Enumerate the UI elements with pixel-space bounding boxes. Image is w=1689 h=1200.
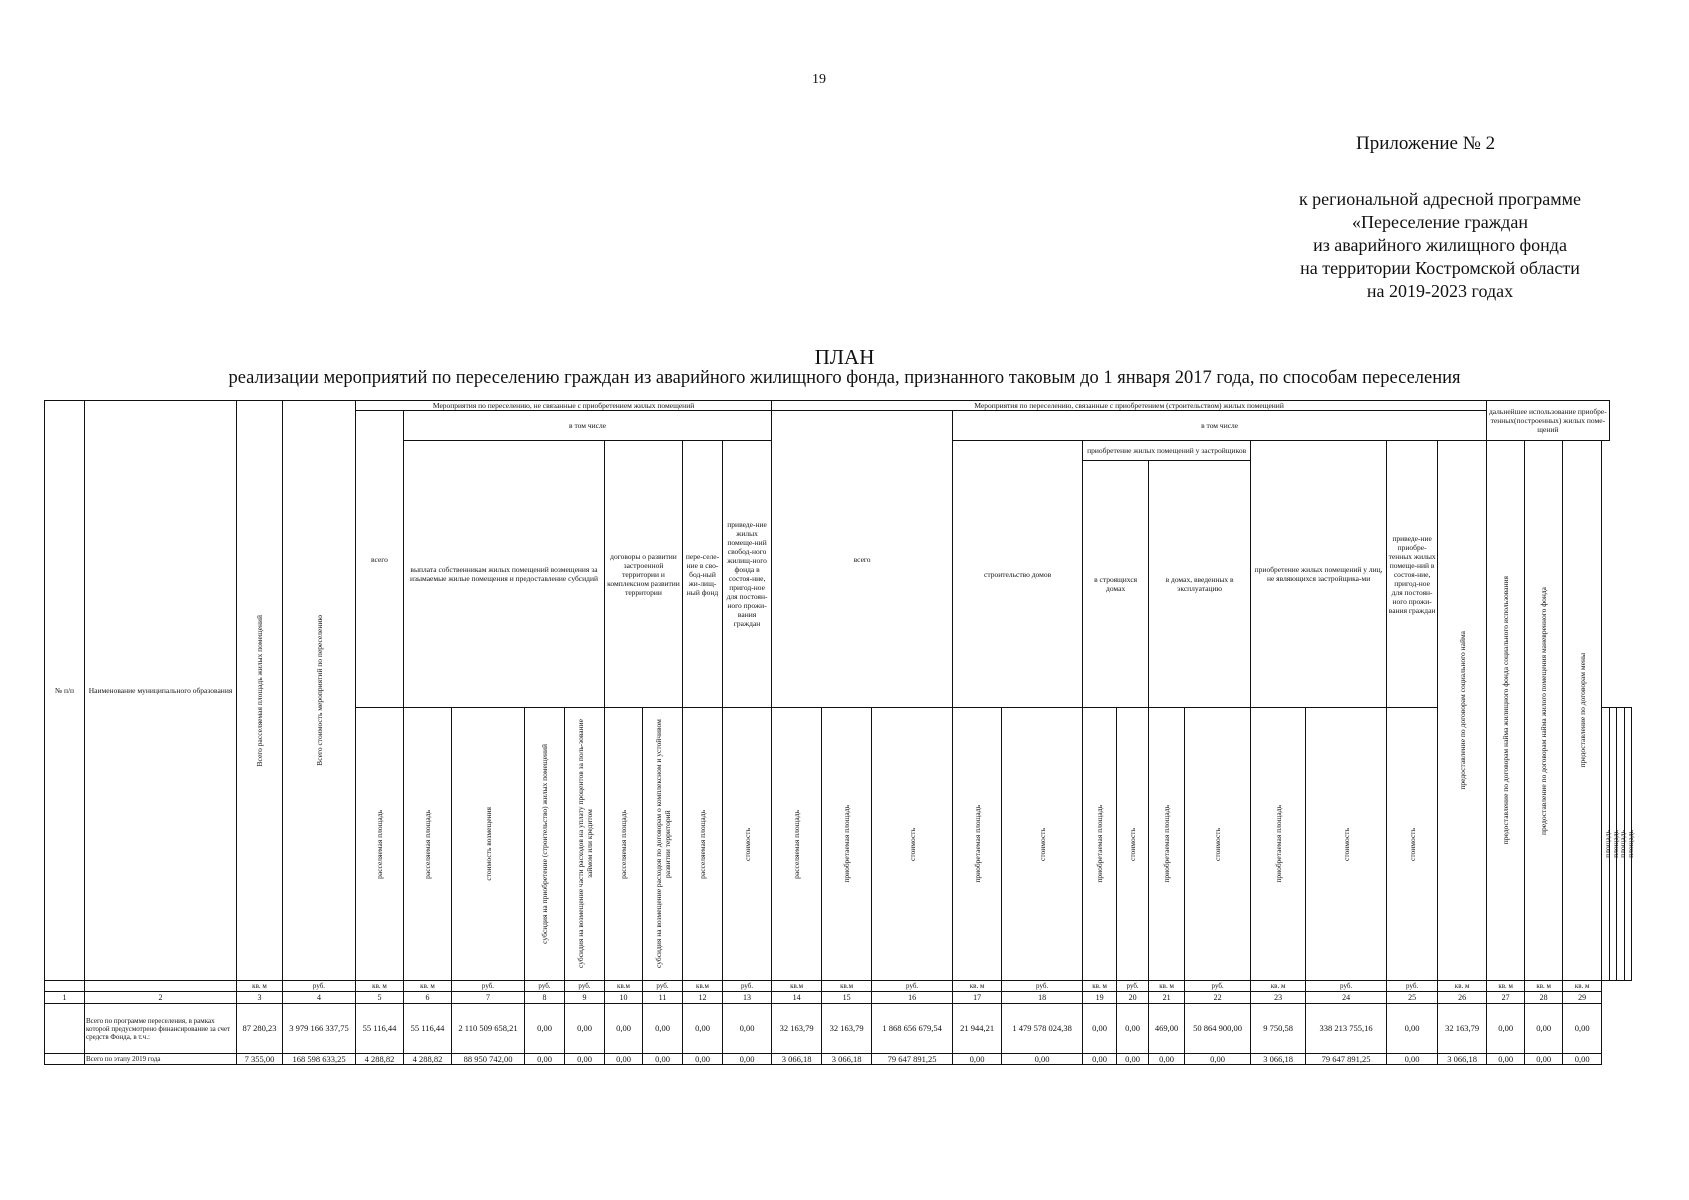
col-number: 12 <box>683 992 723 1004</box>
header-group-a: Мероприятия по переселению, не связанные с приобретением жилых помещений <box>356 401 772 411</box>
col-number: 24 <box>1306 992 1387 1004</box>
annex-line: на территории Костромской области <box>1300 258 1580 278</box>
cell: 55 116,44 <box>356 1004 404 1054</box>
header-name: Наименование муниципального образования <box>85 401 237 981</box>
sub-b-acq-area: приобретаемая площадь <box>842 805 852 883</box>
cell: 7 355,00 <box>237 1054 283 1065</box>
cell: 21 944,21 <box>953 1004 1002 1054</box>
annex-line: «Переселение граждан <box>1352 212 1528 232</box>
header-payout: выплата собственникам жилых помещений возмещения за изымаемые жилые помещения и предоставление субсидий <box>404 441 605 708</box>
cell: 0,00 <box>605 1054 643 1065</box>
header-bringing: приведе-ние жилых помеще-ний свобод-ного жилищ-ного фонда в состоя-ние, пригод-ное для постоян-ного прожи-вания граждан <box>723 441 772 708</box>
cell: 0,00 <box>683 1004 723 1054</box>
col-number: 16 <box>872 992 953 1004</box>
sub-acq-area: приобретаемая площадь <box>1162 805 1172 883</box>
cell: 0,00 <box>1487 1004 1525 1054</box>
col-number: 4 <box>283 992 356 1004</box>
sub-cost: стоимость <box>1213 827 1223 861</box>
cell: 87 280,23 <box>237 1004 283 1054</box>
sub-subsidy-interest: субсидия на возмещение части расходов на уплату процентов за поль-зование займом или кредитом <box>575 719 594 969</box>
col-number: 10 <box>605 992 643 1004</box>
sub-cost: стоимость <box>1341 827 1351 861</box>
cell: 0,00 <box>1525 1054 1563 1065</box>
col-number: 29 <box>1563 992 1602 1004</box>
sub-contract-area: расселяемая площадь <box>619 809 628 879</box>
unit-cell: руб. <box>1002 981 1083 992</box>
col-number: 9 <box>565 992 605 1004</box>
col-number: 14 <box>772 992 822 1004</box>
header-free-fund: пере-селе-ние в сво-бод-ный жи-лищ-ный фонд <box>683 441 723 708</box>
cell: 1 479 578 024,38 <box>1002 1004 1083 1054</box>
cell: 0,00 <box>683 1054 723 1065</box>
cell: 32 163,79 <box>822 1004 872 1054</box>
cell: 0,00 <box>1525 1004 1563 1054</box>
annex-line: на 2019-2023 годах <box>1366 281 1514 301</box>
header-a-total: всего <box>356 411 404 708</box>
sub-acq-area: приобретаемая площадь <box>1095 805 1105 883</box>
sub-cost: стоимость <box>1407 827 1417 861</box>
unit-cell: кв. м <box>1438 981 1487 992</box>
cell: 168 598 633,25 <box>283 1054 356 1065</box>
plan-title: ПЛАН <box>814 345 875 369</box>
unit-cell: кв. м <box>1083 981 1117 992</box>
sub-cost: стоимость <box>1128 827 1138 861</box>
row-no <box>45 1004 85 1054</box>
cell: 0,00 <box>1563 1054 1602 1065</box>
cell: 79 647 891,25 <box>872 1054 953 1065</box>
cell: 0,00 <box>1117 1054 1149 1065</box>
unit-cell: руб. <box>452 981 525 992</box>
cell: 0,00 <box>1185 1054 1251 1065</box>
sub-area-plain: площадь <box>1625 830 1635 858</box>
unit-cell: руб. <box>565 981 605 992</box>
unit-cell: кв. м <box>1563 981 1602 992</box>
unit-cell: кв. м <box>1251 981 1306 992</box>
sub-cost: стоимость <box>742 827 752 861</box>
cell: 4 288,82 <box>404 1054 452 1065</box>
sub-acq-area: приобретаемая площадь <box>1273 805 1283 883</box>
unit-cell: руб. <box>643 981 683 992</box>
unit-cell: кв. м <box>1149 981 1185 992</box>
unit-cell: руб. <box>1117 981 1149 992</box>
cell: 0,00 <box>605 1004 643 1054</box>
unit-cell: кв.м <box>683 981 723 992</box>
header-a-incl: в том числе <box>404 411 772 441</box>
header-group-b: Мероприятия по переселению, связанные с приобретением (строительством) жилых помещений <box>772 401 1487 411</box>
cell: 0,00 <box>525 1054 565 1065</box>
sub-cost: стоимость <box>1037 827 1047 861</box>
cell: 4 288,82 <box>356 1054 404 1065</box>
header-no: № п/п <box>45 401 85 981</box>
col-number: 7 <box>452 992 525 1004</box>
header-bringing-acquired: приведе-ние приобре-тенных жилых помеще-ний в состоя-ние, пригод-ное для постоян-ного прожи-вания граждан <box>1387 441 1438 708</box>
sub-b-cost: стоимость <box>907 827 917 861</box>
sub-area: расселяемая площадь <box>423 809 432 879</box>
cell: 55 116,44 <box>404 1004 452 1054</box>
col-number: 15 <box>822 992 872 1004</box>
cell: 32 163,79 <box>1438 1004 1487 1054</box>
unit-cell: руб. <box>525 981 565 992</box>
header-social-hire: предоставление по договорам социального найма <box>1457 631 1467 790</box>
header-under-construction: в строящихся домах <box>1083 461 1149 708</box>
sub-resettled-area: расселяемая площадь <box>375 809 384 879</box>
plan-subtitle: реализации мероприятий по переселению граждан из аварийного жилищного фонда, признанного таковым до 1 января 2017 года, по способам переселения <box>228 368 1461 388</box>
col-number: 8 <box>525 992 565 1004</box>
header-in-commissioned: в домах, введенных в эксплуатацию <box>1149 461 1251 708</box>
header-total-area: Всего расселяемая площадь жилых помещений <box>255 614 264 767</box>
cell: 3 066,18 <box>772 1054 822 1065</box>
unit-cell: руб. <box>1387 981 1438 992</box>
cell: 0,00 <box>953 1054 1002 1065</box>
header-b-total: всего <box>772 411 953 708</box>
annex-line: к региональной адресной программе <box>1298 189 1582 209</box>
header-exchange: предоставление по договорам мены <box>1577 653 1587 768</box>
col-number: 26 <box>1438 992 1487 1004</box>
cell: 32 163,79 <box>772 1004 822 1054</box>
header-from-developers: приобретение жилых помещений у застройщиков <box>1083 441 1251 461</box>
unit-cell: кв. м <box>1487 981 1525 992</box>
sub-b-res-area: расселяемая площадь <box>792 809 802 879</box>
cell: 1 868 656 679,54 <box>872 1004 953 1054</box>
cell: 0,00 <box>1002 1054 1083 1065</box>
header-social-use-hire: предоставление по договорам найма жилищного фонда социального использования <box>1501 576 1511 845</box>
annex-line: из аварийного жилищного фонда <box>1313 235 1567 255</box>
col-number: 22 <box>1185 992 1251 1004</box>
col-number: 2 <box>85 992 237 1004</box>
col-number: 13 <box>723 992 772 1004</box>
cell: 0,00 <box>565 1054 605 1065</box>
table-row <box>45 1004 1632 1054</box>
unit-cell: кв.м <box>822 981 872 992</box>
unit-cell: кв. м <box>1525 981 1563 992</box>
unit-cell: руб. <box>283 981 356 992</box>
row-name: Всего по этапу 2019 года <box>85 1054 237 1065</box>
cell: 79 647 891,25 <box>1306 1054 1387 1065</box>
cell: 0,00 <box>643 1054 683 1065</box>
sub-comp-cost: стоимость возмещения <box>483 807 493 881</box>
cell: 9 750,58 <box>1251 1004 1306 1054</box>
col-number: 11 <box>643 992 683 1004</box>
cell: 3 066,18 <box>822 1054 872 1065</box>
header-maneuver: предоставление по договорам найма жилого помещения маневренного фонда <box>1539 586 1549 835</box>
sub-contract-subsidy: субсидия на возмещение расходов по договорам о комплексном и устойчивом развитии территорий <box>653 719 672 969</box>
cell: 0,00 <box>1117 1004 1149 1054</box>
cell: 338 213 755,16 <box>1306 1004 1387 1054</box>
unit-cell: руб. <box>1185 981 1251 992</box>
row-name: Всего по программе переселения, в рамках которой предусмотрено финансирование за счет средств Фонда, в т.ч.: <box>85 1004 237 1054</box>
annex-subtitle <box>1250 188 1630 303</box>
col-number: 19 <box>1083 992 1117 1004</box>
col-number: 27 <box>1487 992 1525 1004</box>
col-number: 1 <box>45 992 85 1004</box>
sub-area-plain: площадь <box>1618 830 1628 858</box>
cell: 3 066,18 <box>1251 1054 1306 1065</box>
cell: 88 950 742,00 <box>452 1054 525 1065</box>
unit-cell: кв. м <box>237 981 283 992</box>
cell: 0,00 <box>1387 1054 1438 1065</box>
header-b-incl: в том числе <box>953 411 1487 441</box>
unit-cell: кв. м <box>356 981 404 992</box>
table-row <box>45 1054 1632 1065</box>
cell: 469,00 <box>1149 1004 1185 1054</box>
col-number: 25 <box>1387 992 1438 1004</box>
row-no <box>45 1054 85 1065</box>
plan-table <box>44 400 1635 1065</box>
unit-cell: кв. м <box>953 981 1002 992</box>
cell: 0,00 <box>723 1004 772 1054</box>
cell: 0,00 <box>1083 1054 1117 1065</box>
cell: 0,00 <box>1149 1054 1185 1065</box>
sub-subsidy-acq: субсидия на приобретение (строительство) жилых помещений <box>540 744 549 944</box>
unit-cell: руб. <box>872 981 953 992</box>
cell: 0,00 <box>525 1004 565 1054</box>
header-from-others: приобретение жилых помещений у лиц, не являющихся застройщика-ми <box>1251 441 1387 708</box>
col-number: 18 <box>1002 992 1083 1004</box>
header-total-cost: Всего стоимость мероприятий по переселению <box>314 615 324 766</box>
cell: 0,00 <box>1387 1004 1438 1054</box>
col-number: 5 <box>356 992 404 1004</box>
col-number: 6 <box>404 992 452 1004</box>
unit-cell: руб. <box>1306 981 1387 992</box>
sub-acq-area: приобретаемая площадь <box>972 805 982 883</box>
page-number: 19 <box>812 72 826 87</box>
cell: 0,00 <box>1487 1054 1525 1065</box>
header-group-c: дальнейшее использование приобре-тенных(построенных) жилых поме-щений <box>1487 401 1609 441</box>
cell: 0,00 <box>643 1004 683 1054</box>
col-number: 3 <box>237 992 283 1004</box>
cell: 0,00 <box>1563 1004 1602 1054</box>
header-contracts: договоры о развитии застроенной территории и комплексном развитии территории <box>605 441 683 708</box>
sub-free-area: расселяемая площадь <box>698 809 707 879</box>
cell: 0,00 <box>1083 1004 1117 1054</box>
col-number: 17 <box>953 992 1002 1004</box>
header-construction: строительство домов <box>953 441 1083 708</box>
unit-cell: кв. м <box>404 981 452 992</box>
annex-title: Приложение № 2 <box>1356 133 1496 154</box>
cell: 2 110 509 658,21 <box>452 1004 525 1054</box>
col-number: 23 <box>1251 992 1306 1004</box>
cell: 50 864 900,00 <box>1185 1004 1251 1054</box>
cell: 3 979 166 337,75 <box>283 1004 356 1054</box>
cell: 3 066,18 <box>1438 1054 1487 1065</box>
cell: 0,00 <box>565 1004 605 1054</box>
unit-cell: кв.м <box>772 981 822 992</box>
col-number: 21 <box>1149 992 1185 1004</box>
sub-area-plain: площадь <box>1603 830 1613 858</box>
unit-cell: руб. <box>723 981 772 992</box>
cell: 0,00 <box>723 1054 772 1065</box>
unit-cell: кв.м <box>605 981 643 992</box>
col-number: 28 <box>1525 992 1563 1004</box>
sub-area-plain: площадь <box>1610 830 1620 858</box>
col-number: 20 <box>1117 992 1149 1004</box>
